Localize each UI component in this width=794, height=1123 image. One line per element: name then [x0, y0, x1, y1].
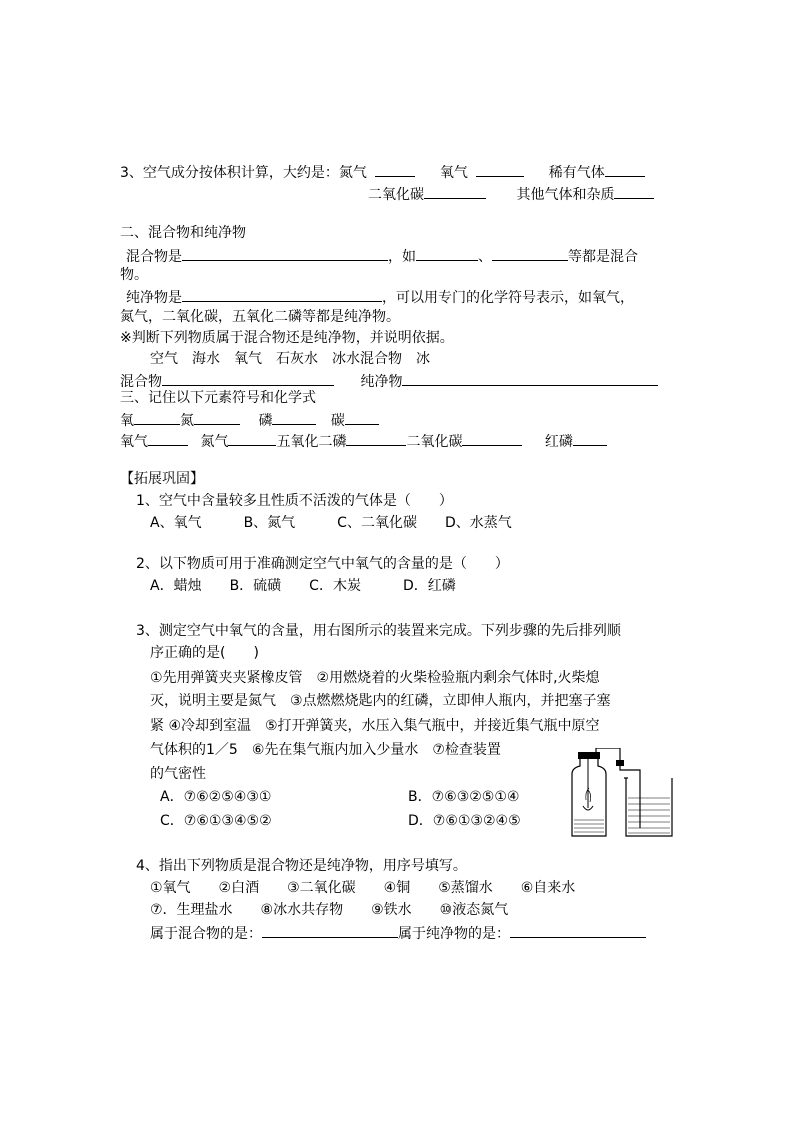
q3-air-line2 — [368, 184, 654, 204]
q3-option-a: A．⑦⑥②⑤④③① — [160, 789, 272, 805]
other-gas-blank[interactable] — [614, 184, 654, 199]
q3-air-line1 — [120, 162, 645, 182]
f-o2-blank[interactable] — [148, 431, 188, 446]
section3-heading: 三、记住以下元素符号和化学式 — [120, 390, 316, 406]
f-p2o5-label: 五氧化二磷 — [276, 434, 347, 450]
q4-answer-line — [150, 923, 646, 943]
rare-gas-blank[interactable] — [605, 162, 645, 177]
elem-p-label: 磷 — [258, 413, 273, 429]
elem-n-label: 氮 — [180, 413, 194, 429]
substances-list: 空气 海水 氧气 石灰水 冰水混合物 冰 — [150, 351, 430, 367]
formula-line — [120, 431, 607, 451]
f-redp-blank[interactable] — [573, 431, 607, 446]
mixture-def-blank[interactable] — [182, 246, 388, 261]
pure-def-line — [126, 287, 634, 307]
pure-label: 纯净物 — [360, 374, 403, 390]
q4-items-line1: ①氧气 ②白酒 ③二氧化碳 ④铜 ⑤蒸馏水 ⑥自来水 — [150, 880, 576, 896]
q3-stem-line6: 气体积的1／5 ⑥先在集气瓶内加入少量水 ⑦检查装置 — [150, 742, 501, 758]
f-co2-blank[interactable] — [462, 431, 522, 446]
mixture-def-d: 等都是混合 — [568, 249, 638, 265]
mixture-def-b: ，如 — [388, 249, 416, 265]
elem-n-blank[interactable] — [194, 410, 240, 425]
rare-gas-label: 稀有气体 — [548, 165, 605, 181]
elem-c-label: 碳 — [330, 413, 345, 429]
nitrogen-blank[interactable] — [375, 162, 415, 177]
q3-option-b: B．⑦⑥③②⑤①④ — [408, 789, 520, 805]
mixture-def-end: 物。 — [120, 267, 148, 283]
q4-mixture-blank[interactable] — [262, 923, 398, 938]
other-gas-label: 其他气体和杂质 — [516, 187, 615, 203]
q3-stem-line4: 灭，说明主要是氮气 ③点燃燃烧匙内的红磷，立即伸人瓶内，并把塞子塞 — [150, 693, 611, 709]
oxygen-blank[interactable] — [476, 162, 524, 177]
elem-p-blank[interactable] — [272, 410, 316, 425]
q4-stem: 4、指出下列物质是混合物还是纯净物，用序号填写。 — [136, 858, 467, 874]
q3-option-c: C．⑦⑥①③④⑤② — [160, 813, 272, 829]
section2-heading: 二、混合物和纯净物 — [120, 225, 246, 241]
q1-stem: 1、空气中含量较多且性质不活泼的气体是（ ） — [136, 493, 453, 509]
pure-def-b: ，可以用专门的化学符号表示，如氧气， — [382, 290, 634, 306]
q4-pure-blank[interactable] — [510, 923, 646, 938]
q3-stem-line7: 的气密性 — [150, 766, 206, 782]
mixture-label: 混合物 — [120, 374, 162, 390]
pure-def-line2: 氮气，二氧化碳，五氧化二磷等都是纯净物。 — [120, 309, 400, 325]
q1-options: A、氧气 B、氮气 C、二氧化碳 D、水蒸气 — [150, 515, 512, 531]
elem-c-blank[interactable] — [345, 410, 379, 425]
nitrogen-label: 氮气 — [338, 165, 367, 181]
q2-stem: 2、以下物质可用于准确测定空气中氧气的含量的是（ ） — [136, 556, 509, 572]
q3-option-d: D．⑦⑥①③②④⑤ — [408, 813, 521, 829]
oxygen-label: 氧气 — [439, 165, 468, 181]
judge-instruction: ※判断下列物质属于混合物还是纯净物，并说明依据。 — [120, 330, 454, 346]
mixture-def-a: 混合物是 — [126, 249, 182, 265]
mixture-example2-blank[interactable] — [492, 246, 568, 261]
pure-answer-blank[interactable] — [402, 371, 658, 386]
q4-items-line2: ⑦．生理盐水 ⑧冰水共存物 ⑨铁水 ⑩液态氮气 — [150, 902, 509, 918]
q3-stem-line5: 紧 ④冷却到室温 ⑤打开弹簧夹，水压入集气瓶中，并接近集气瓶中原空 — [150, 718, 600, 734]
f-n2-label: 氮气 — [200, 434, 229, 450]
q3-stem-line3: ①先用弹簧夹夹紧橡皮管 ②用燃烧着的火柴检验瓶内剩余气体时,火柴熄 — [150, 670, 600, 686]
f-p2o5-blank[interactable] — [346, 431, 406, 446]
pure-def-blank[interactable] — [182, 287, 382, 302]
expand-heading: 【拓展巩固】 — [120, 471, 204, 487]
element-symbols-line — [120, 410, 379, 430]
f-co2-label: 二氧化碳 — [406, 434, 463, 450]
mixture-def-c: 、 — [478, 249, 492, 265]
f-redp-label: 红磷 — [544, 434, 573, 450]
q3-air-prefix: 3、空气成分按体积计算，大约是： — [120, 165, 339, 181]
f-o2-label: 氧气 — [120, 434, 148, 450]
f-n2-blank[interactable] — [228, 431, 276, 446]
co2-label: 二氧化碳 — [368, 187, 424, 203]
elem-o-label: 氧 — [120, 413, 134, 429]
q3-stem-line1: 3、测定空气中氧气的含量，用右图所示的装置来完成。下列步骤的先后排列顺 — [136, 623, 621, 639]
mixture-def-line — [126, 246, 638, 266]
co2-blank[interactable] — [424, 184, 486, 199]
q2-options: A．蜡烛 B．硫磺 C．木炭 D．红磷 — [150, 578, 456, 594]
pure-def-a: 纯净物是 — [126, 290, 182, 306]
q4-pure-label: 属于纯净物的是： — [398, 926, 510, 942]
mixture-answer-blank[interactable] — [162, 371, 334, 386]
oxygen-measurement-apparatus — [568, 748, 676, 840]
q3-stem-line2: 序正确的是( ) — [150, 645, 259, 661]
classify-line — [120, 371, 658, 391]
mixture-example1-blank[interactable] — [416, 246, 478, 261]
elem-o-blank[interactable] — [134, 410, 180, 425]
q4-mixture-label: 属于混合物的是： — [150, 926, 262, 942]
